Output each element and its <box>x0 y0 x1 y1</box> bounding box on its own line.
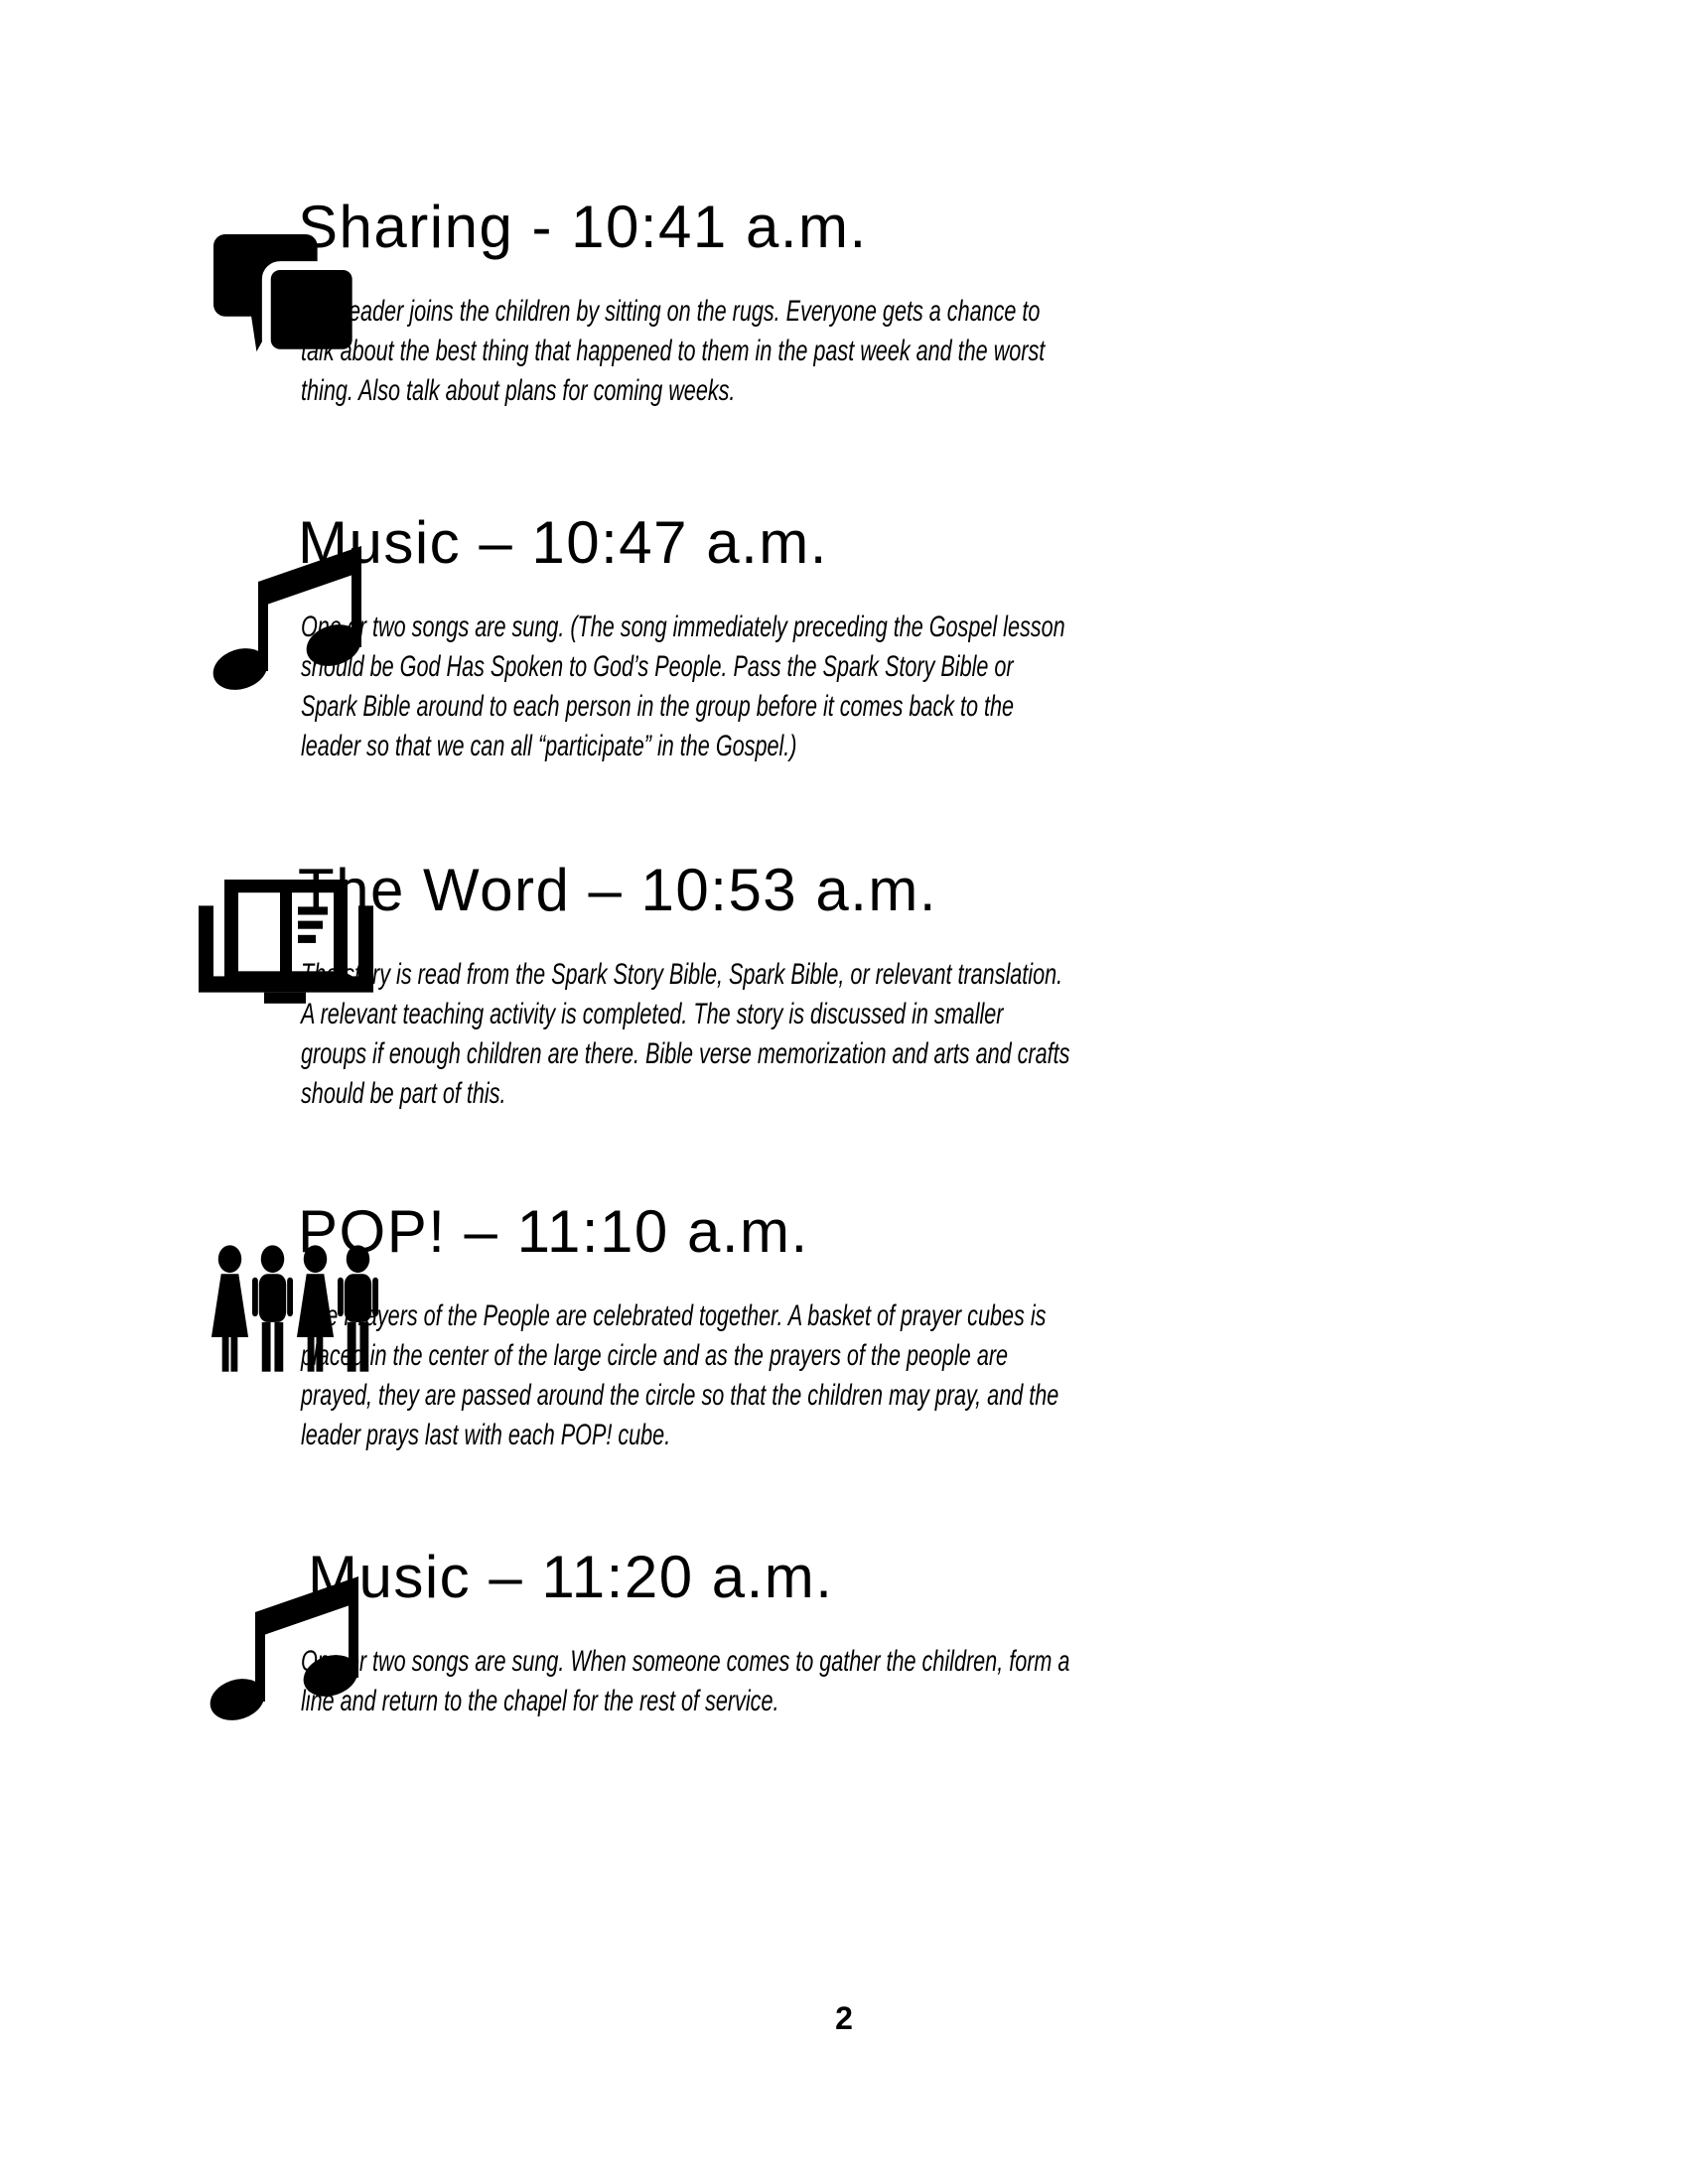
section-body: One or two songs are sung. (The song immediately preceding the Gospel lesson should be God Has Spoken to God’s People. Pass the Spark Story Bible or Spark Bible around to each person in the group before it comes back to the leader so that we can all “participate” in the Gospel.) <box>301 611 1065 762</box>
section-heading: Sharing - 10:41 a.m. <box>298 194 868 260</box>
section-body: The story is read from the Spark Story Bible, Spark Bible, or relevant translation. A relevant teaching activity is completed. The story is discussed in smaller groups if enough children are there. Bible verse memorization and arts and crafts should be part of this. <box>301 958 1070 1110</box>
section-heading: Music – 10:47 a.m. <box>298 509 828 576</box>
section-heading: Music – 11:20 a.m. <box>308 1544 834 1610</box>
section-heading: The Word – 10:53 a.m. <box>298 857 938 923</box>
section-body: The leader joins the children by sitting on the rugs. Everyone gets a chance to talk about the best thing that happened to them in the past week and the worst thing. Also talk about plans for coming weeks. <box>301 295 1046 407</box>
section-body: One or two songs are sung. When someone comes to gather the children, form a line and return to the chapel for the rest of service. <box>301 1645 1070 1717</box>
page-number: 2 <box>835 2000 853 2036</box>
section-body: The Prayers of the People are celebrated together. A basket of prayer cubes is placed in the center of the large circle and as the prayers of the people are prayed, they are passed around the circle so that the children may pray, and the leader prays last with each POP! cube. <box>301 1299 1059 1451</box>
section-heading: POP! – 11:10 a.m. <box>298 1198 809 1265</box>
